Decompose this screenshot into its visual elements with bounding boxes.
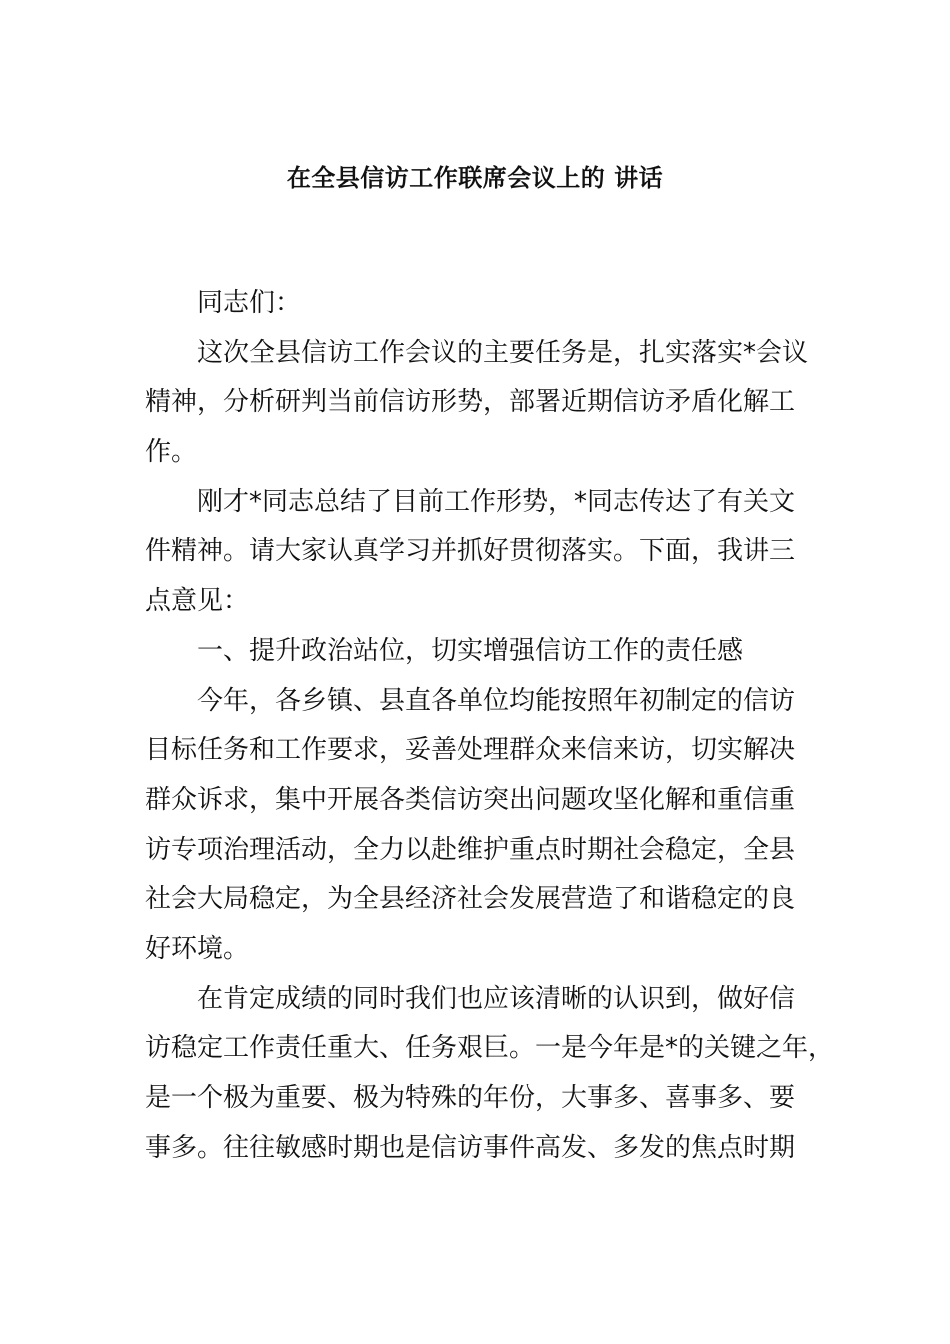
paragraph-line: 今年，各乡镇、县直各单位均能按照年初制定的信访 [197,685,796,716]
paragraph-line: 作。 [145,437,198,468]
paragraph-line: 目标任务和工作要求，妥善处理群众来信来访，切实解决 [145,735,796,766]
document-title: 在全县信访工作联席会议上的 讲话 [286,164,664,192]
paragraph-line: 事多。往往敏感时期也是信访事件高发、多发的焦点时期 [145,1132,796,1163]
paragraph-line: 群众诉求，集中开展各类信访突出问题攻坚化解和重信重 [145,784,796,815]
paragraph-line: 件精神。请大家认真学习并抓好贯彻落实。下面，我讲三 [145,536,796,567]
section-heading: 一、提升政治站位，切实增强信访工作的责任感 [197,635,744,666]
paragraph-line: 精神，分析研判当前信访形势，部署近期信访矛盾化解工 [145,387,796,418]
paragraph-line: 访稳定工作责任重大、任务艰巨。一是今年是*的关键之年， [145,1033,835,1064]
paragraph-line: 是一个极为重要、极为特殊的年份，大事多、喜事多、要 [145,1083,796,1113]
paragraph-line: 好环境。 [145,933,250,964]
paragraph-line: 刚才*同志总结了目前工作形势，*同志传达了有关文 [197,486,796,517]
paragraph-line: 社会大局稳定，为全县经济社会发展营造了和谐稳定的良 [145,884,796,915]
document-body [145,283,835,1177]
salutation-line: 同志们： [197,288,302,318]
paragraph-line: 访专项治理活动，全力以赴维护重点时期社会稳定，全县 [145,834,796,865]
paragraph-line: 点意见： [145,586,250,617]
paragraph-line: 在肯定成绩的同时我们也应该清晰的认识到，做好信 [197,983,796,1014]
paragraph-line: 这次全县信访工作会议的主要任务是，扎实落实*会议 [197,337,809,368]
